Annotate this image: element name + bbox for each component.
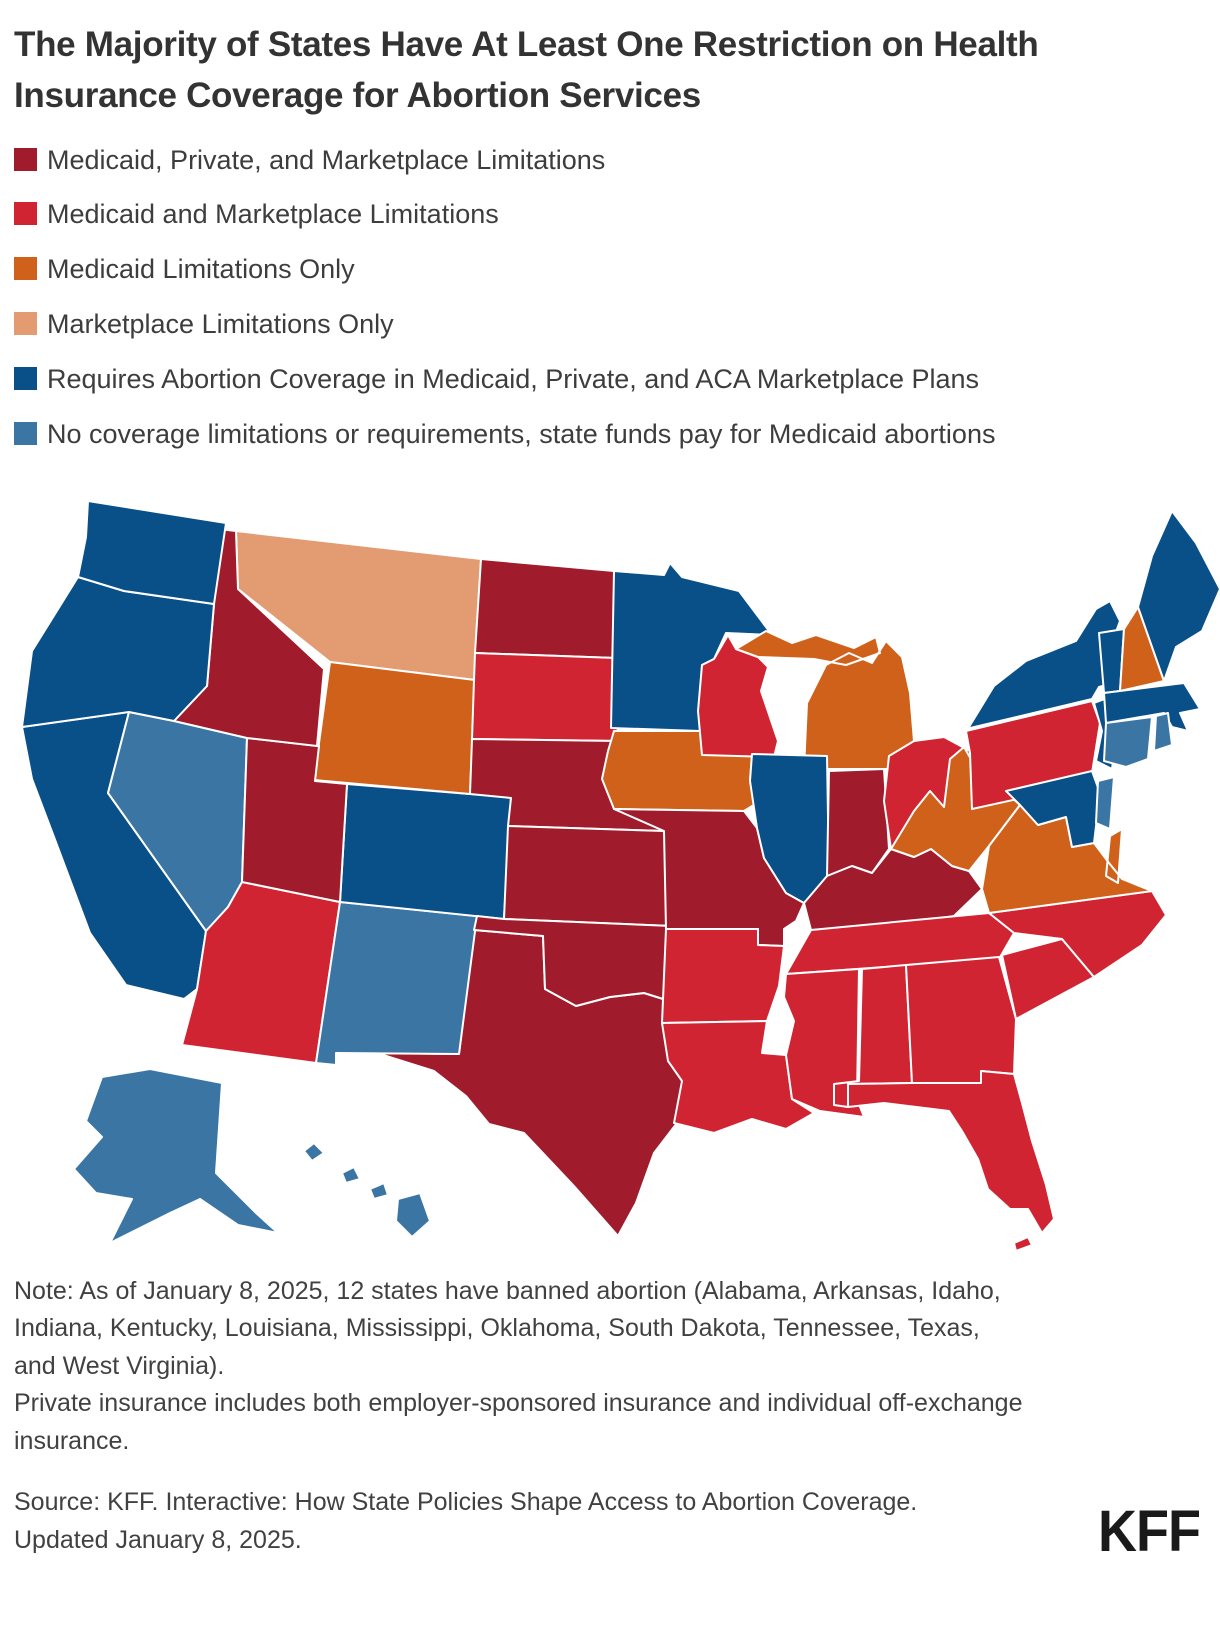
note-banned-states: Note: As of January 8, 2025, 12 states have banned abortion (Alabama, Arkansas, Idaho, Indiana, Kentucky, Louisiana, Mississippi, Oklahoma, South Dakota, Tennessee, Texas, and West Virginia).: [14, 1276, 1001, 1380]
legend-label: Medicaid, Private, and Marketplace Limitations: [47, 144, 606, 175]
source-line: Source: KFF. Interactive: How State Policies Shape Access to Abortion Coverage. Updated January 8, 2025.: [14, 1488, 918, 1554]
legend-swatch-icon: [14, 312, 37, 335]
state-ks[interactable]: [504, 826, 672, 926]
state-co[interactable]: [340, 784, 511, 919]
state-ri[interactable]: [1154, 713, 1172, 751]
state-wy[interactable]: [314, 662, 475, 794]
map-container: [14, 469, 1204, 1251]
legend-item-4: [14, 304, 1154, 346]
legend-item-5: [14, 359, 1154, 401]
state-ak[interactable]: [74, 1069, 278, 1243]
legend-item-3: [14, 249, 1154, 291]
state-de[interactable]: [1096, 777, 1114, 829]
state-fl[interactable]: [848, 1071, 1054, 1251]
legend-swatch-icon: [14, 257, 37, 280]
state-in[interactable]: [827, 769, 889, 876]
legend-swatch-icon: [14, 148, 37, 171]
legend-swatch-icon: [14, 422, 37, 445]
state-hi[interactable]: [304, 1143, 430, 1237]
state-sd[interactable]: [472, 653, 618, 741]
kff-logo: KFF: [1098, 1499, 1200, 1564]
legend-label: Marketplace Limitations Only: [47, 309, 394, 340]
page-title: The Majority of States Have At Least One Restriction on Health Insurance Coverage for Abortion Services: [14, 25, 1039, 115]
state-ga[interactable]: [906, 957, 1016, 1083]
legend-item-1: [14, 140, 1154, 182]
notes-block: [14, 1273, 1024, 1461]
note-private-insurance: Private insurance includes both employer-sponsored insurance and individual off-exchange insurance.: [14, 1389, 1023, 1455]
state-ct[interactable]: [1104, 717, 1152, 767]
legend: [14, 140, 1154, 456]
legend-label: Medicaid Limitations Only: [47, 254, 355, 285]
legend-swatch-icon: [14, 367, 37, 390]
legend-label: Medicaid and Marketplace Limitations: [47, 199, 499, 230]
legend-swatch-icon: [14, 202, 37, 225]
legend-item-6: [14, 414, 1154, 456]
legend-label: No coverage limitations or requirements, state funds pay for Medicaid abortions: [47, 418, 996, 449]
state-nm[interactable]: [316, 902, 477, 1065]
state-nd[interactable]: [475, 559, 616, 658]
legend-label: Requires Abortion Coverage in Medicaid, Private, and ACA Marketplace Plans: [47, 363, 980, 394]
footer: [14, 1484, 1204, 1564]
legend-item-2: [14, 194, 1154, 236]
us-choropleth-map: [14, 469, 1220, 1251]
